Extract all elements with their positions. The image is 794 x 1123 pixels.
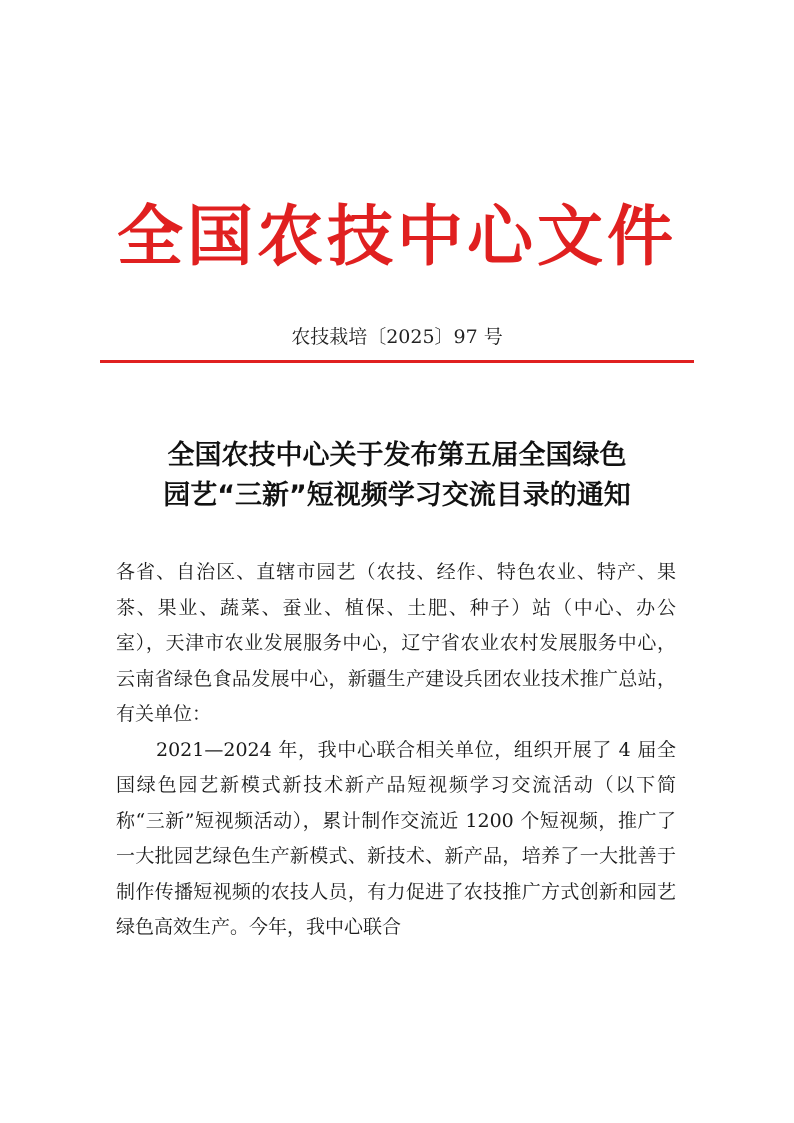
notice-title (0, 436, 794, 516)
body-paragraph: 2021—2024 年，我中心联合相关单位，组织开展了 4 届全国绿色园艺新模式新技术新产品短视频学习交流活动（以下简称“三新”短视频活动），累计制作交流近 1200 个短视频，推广了一大批园艺绿色生产新模式、新技术、新产品，培养了一大批善于制作传播短视频的农技人员，有力促进了农技推广方式创新和园艺绿色高效生产。今年，我中心联合 (116, 738, 676, 938)
masthead-title: 全国农技中心文件 (117, 197, 677, 275)
document-number: 农技栽培〔2025〕97 号 (291, 326, 503, 348)
notice-title-line-2: 园艺“三新”短视频学习交流目录的通知 (163, 480, 631, 511)
red-divider-rule (100, 360, 694, 363)
document-body (116, 555, 676, 946)
addressee-paragraph: 各省、自治区、直辖市园艺（农技、经作、特色农业、特产、果茶、果业、蔬菜、蚕业、植保、土肥、种子）站（中心、办公室），天津市农业发展服务中心，辽宁省农业农村发展服务中心，云南省绿色食品发展中心，新疆生产建设兵团农业技术推广总站，有关单位： (116, 561, 676, 725)
notice-title-line-1: 全国农技中心关于发布第五届全国绿色 (167, 440, 627, 471)
